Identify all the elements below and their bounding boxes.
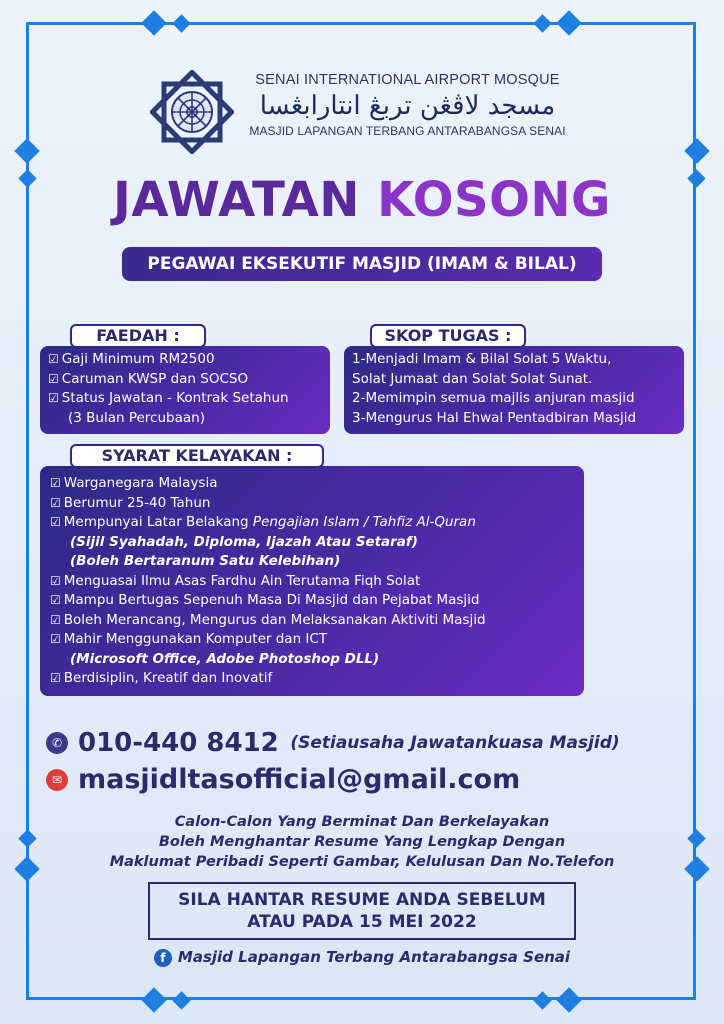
- requirement-item: ☑ Berumur 25-40 Tahun: [50, 494, 211, 511]
- duty-line: 2-Memimpin semua majlis anjuran masjid: [352, 390, 635, 406]
- checkmark-icon: ☑: [50, 515, 61, 529]
- email-contact[interactable]: [46, 764, 520, 795]
- checkmark-icon: ☑: [50, 593, 61, 607]
- duty-line: Solat Jumaat dan Solat Solat Sunat.: [352, 370, 593, 387]
- benefits-heading: FAEDAH :: [70, 324, 206, 348]
- mosque-name-block: [240, 72, 575, 138]
- requirement-subnote: (Sijil Syahadah, Diploma, Ijazah Atau Setaraf): [70, 533, 418, 550]
- requirement-item: ☑ Boleh Merancang, Mengurus dan Melaksanakan Aktiviti Masjid: [50, 611, 486, 628]
- benefit-item: ☑ Gaji Minimum RM2500: [48, 351, 215, 367]
- deadline-line: SILA HANTAR RESUME ANDA SEBELUM: [178, 890, 546, 910]
- title-word-kosong: KOSONG: [377, 172, 611, 228]
- checkmark-icon: ☑: [50, 476, 61, 490]
- benefit-item: ☑ Caruman KWSP dan SOCSO: [48, 370, 249, 387]
- requirement-item: ☑ Warganegara Malaysia: [50, 475, 218, 491]
- checkmark-icon: ☑: [50, 573, 61, 588]
- mosque-name-english: SENAI INTERNATIONAL AIRPORT MOSQUE: [255, 72, 560, 88]
- facebook-icon: f: [154, 949, 172, 967]
- requirement-item: ☑ Berdisiplin, Kreatif dan Inovatif: [50, 670, 273, 686]
- deadline-line: ATAU PADA 15 MEI 2022: [247, 912, 477, 932]
- requirement-subnote: (Boleh Bertaranum Satu Kelebihan): [70, 553, 341, 569]
- benefits-panel: [40, 346, 330, 434]
- page-title: [0, 172, 724, 228]
- checkmark-icon: ☑: [50, 612, 61, 627]
- benefit-note: (3 Bulan Percubaan): [68, 409, 205, 426]
- duty-line: 3-Mengurus Hal Ehwal Pentadbiran Masjid: [352, 409, 637, 426]
- phone-note: (Setiausaha Jawatankuasa Masjid): [290, 733, 620, 753]
- duty-line: 1-Menjadi Imam & Bilal Solat 5 Waktu,: [352, 351, 612, 367]
- requirement-item: ☑ Menguasai Ilmu Asas Fardhu Ain Terutama Fiqh Solat: [50, 572, 421, 589]
- requirements-heading: SYARAT KELAYAKAN :: [70, 444, 324, 468]
- checkmark-icon: ☑: [50, 632, 61, 646]
- requirement-subnote: (Microsoft Office, Adobe Photoshop DLL): [70, 650, 380, 667]
- email-icon: ✉: [46, 769, 68, 791]
- facebook-footer[interactable]: [0, 948, 724, 967]
- email-address[interactable]: masjidltasofficial@gmail.com: [78, 764, 521, 795]
- application-note-line: Boleh Menghantar Resume Yang Lengkap Dengan: [158, 834, 566, 850]
- benefit-item: ☑ Status Jawatan - Kontrak Setahun: [48, 390, 289, 406]
- duties-heading: SKOP TUGAS :: [370, 324, 526, 348]
- application-note-line: Calon-Calon Yang Berminat Dan Berkelayakan: [174, 814, 550, 830]
- checkmark-icon: ☑: [50, 495, 61, 510]
- application-note-line: Maklumat Peribadi Seperti Gambar, Kelulusan Dan No.Telefon: [109, 854, 615, 870]
- whatsapp-icon: ✆: [46, 732, 68, 754]
- facebook-page-name[interactable]: Masjid Lapangan Terbang Antarabangsa Senai: [177, 948, 571, 966]
- mosque-logo-icon: [150, 70, 234, 154]
- duties-panel: [344, 346, 684, 434]
- checkmark-icon: ☑: [48, 352, 59, 366]
- requirements-panel: [40, 466, 584, 696]
- requirement-item: ☑ Mempunyai Latar Belakang Pengajian Islam / Tahfiz Al-Quran: [50, 514, 476, 530]
- application-note: [0, 812, 724, 872]
- checkmark-icon: ☑: [48, 371, 59, 386]
- requirement-item: ☑ Mampu Bertugas Sepenuh Masa Di Masjid dan Pejabat Masjid: [50, 592, 480, 608]
- checkmark-icon: ☑: [48, 391, 59, 405]
- deadline-box: [148, 882, 576, 940]
- mosque-name-malay: MASJID LAPANGAN TERBANG ANTARABANGSA SENAI: [249, 124, 566, 138]
- phone-contact[interactable]: [46, 728, 620, 758]
- position-subtitle: PEGAWAI EKSEKUTIF MASJID (IMAM & BILAL): [122, 247, 602, 281]
- phone-number[interactable]: 010-440 8412: [78, 728, 279, 758]
- mosque-name-arabic: مسجد لاڤڠن تربڠ انتارابڠسا: [259, 91, 556, 121]
- requirement-item: ☑ Mahir Menggunakan Komputer dan ICT: [50, 631, 328, 647]
- checkmark-icon: ☑: [50, 671, 61, 685]
- title-word-jawatan: JAWATAN: [113, 172, 360, 228]
